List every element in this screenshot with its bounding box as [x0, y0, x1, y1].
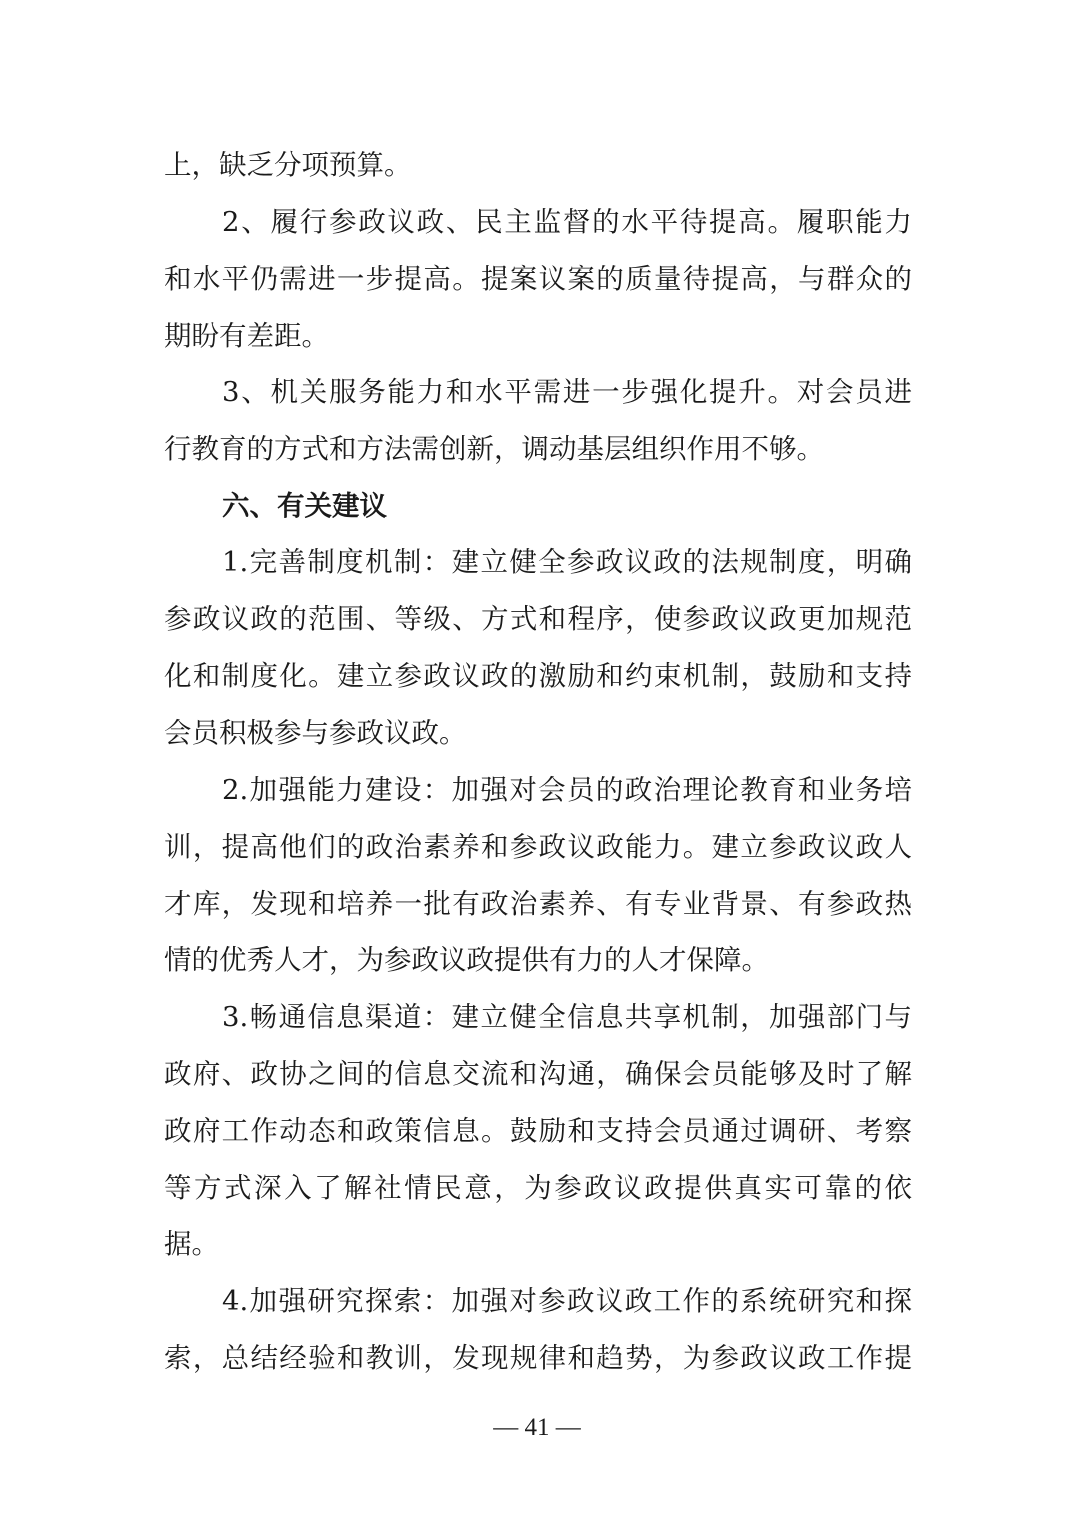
- text-line: 和水平仍需进一步提高。提案议案的质量待提高，与群众的: [164, 263, 912, 295]
- text-line: 上，缺乏分项预算。: [164, 149, 412, 181]
- text-line: 2.加强能力建设：加强对会员的政治理论教育和业务培: [222, 774, 912, 806]
- text-line: 情的优秀人才，为参政议政提供有力的人才保障。: [164, 944, 769, 976]
- text-line: 化和制度化。建立参政议政的激励和约束机制，鼓励和支持: [164, 660, 912, 692]
- text-line: 1.完善制度机制：建立健全参政议政的法规制度，明确: [222, 546, 912, 578]
- text-line: 3、机关服务能力和水平需进一步强化提升。对会员进: [222, 376, 912, 408]
- text-line: 才库，发现和培养一批有政治素养、有专业背景、有参政热: [164, 888, 912, 920]
- text-line: 会员积极参与参政议政。: [164, 717, 467, 749]
- section-heading: 六、有关建议: [222, 490, 387, 522]
- text-line: 4.加强研究探索：加强对参政议政工作的系统研究和探: [222, 1285, 912, 1317]
- text-line: 参政议政的范围、等级、方式和程序，使参政议政更加规范: [164, 603, 912, 635]
- text-line: 期盼有差距。: [164, 320, 329, 352]
- text-line: 行教育的方式和方法需创新，调动基层组织作用不够。: [164, 433, 824, 465]
- text-line: 3.畅通信息渠道：建立健全信息共享机制，加强部门与: [222, 1001, 912, 1033]
- text-line: 索，总结经验和教训，发现规律和趋势，为参政议政工作提: [164, 1342, 912, 1374]
- text-line: 训，提高他们的政治素养和参政议政能力。建立参政议政人: [164, 831, 912, 863]
- text-line: 政府、政协之间的信息交流和沟通，确保会员能够及时了解: [164, 1058, 912, 1090]
- text-line: 据。: [164, 1228, 219, 1260]
- text-line: 2、履行参政议政、民主监督的水平待提高。履职能力: [222, 206, 912, 238]
- text-line: 等方式深入了解社情民意，为参政议政提供真实可靠的依: [164, 1172, 912, 1204]
- page-number: — 41 —: [493, 1414, 581, 1441]
- text-line: 政府工作动态和政策信息。鼓励和支持会员通过调研、考察: [164, 1115, 912, 1147]
